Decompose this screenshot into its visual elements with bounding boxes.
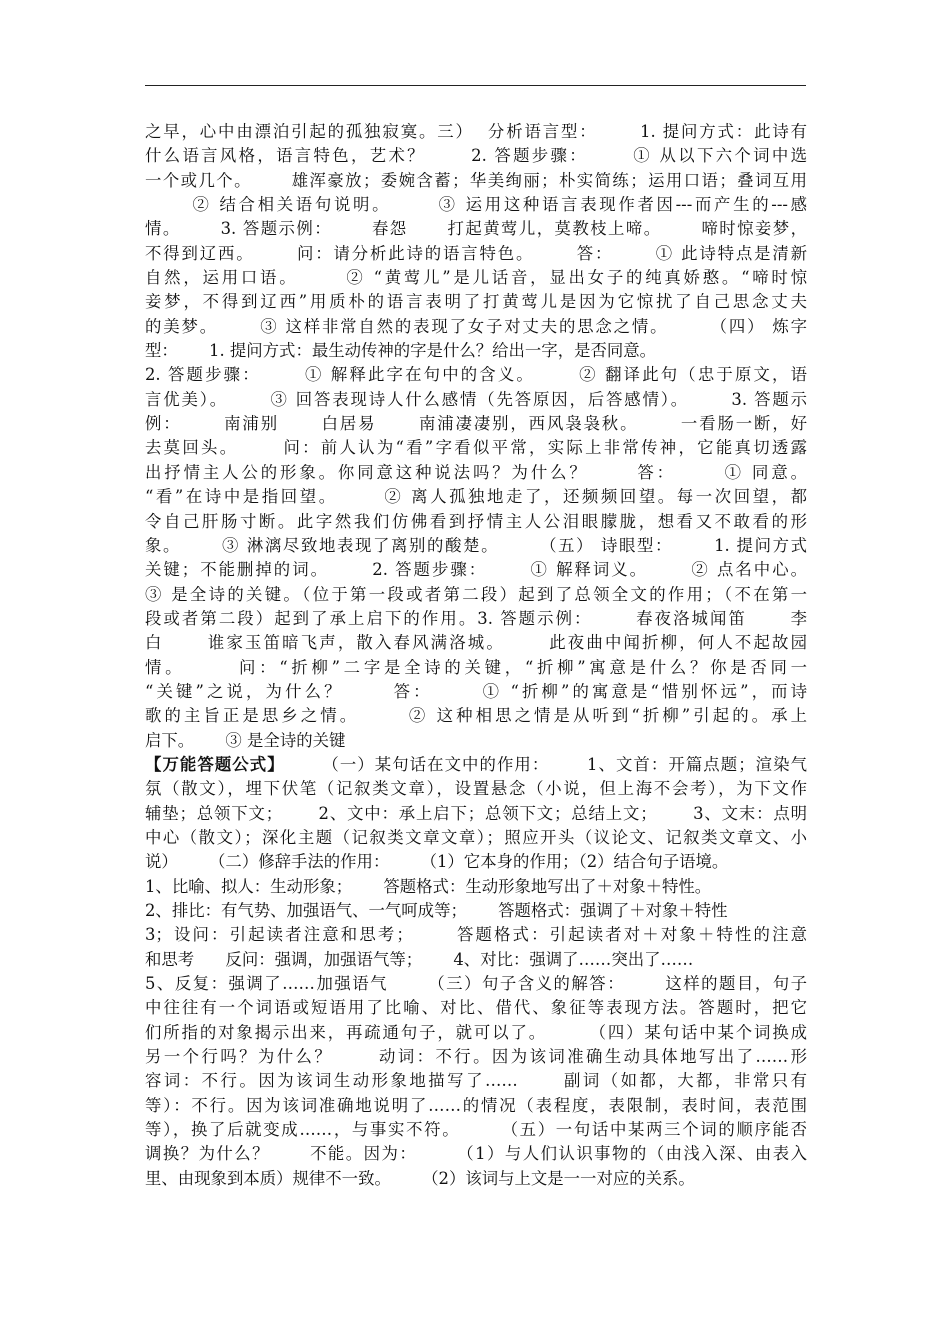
text-line: 们所指的对象揭示出来，再疏通句子，就可以了。 （四）某句话中某个词换成 — [145, 1022, 807, 1042]
text-line: 情。 3. 答题示例： 春怨 打起黄莺儿，莫教枝上啼。 啼时惊妾梦， — [145, 219, 807, 239]
text-line: 等）：不行。因为该词准确地说明了……的情况（表程度，表限制，表时间，表范围 — [145, 1095, 807, 1115]
text-line: 歌的主旨正是思乡之情。 ② 这种相思之情是从听到“折柳”引起的。承上 — [145, 706, 807, 726]
text-line: 自然，运用口语。 ② “黄莺儿”是儿话音，显出女子的纯真娇憨。“啼时惊 — [145, 268, 807, 288]
text-line: 3；设问：引起读者注意和思考； 答题格式：引起读者对＋对象＋特性的注意 — [145, 925, 807, 945]
text-line: 言优美）。 ③ 回答表现诗人什么感情（先答原因，后答感情）。 3. 答题示 — [145, 389, 807, 409]
text-line: 妾梦，不得到辽西”用质朴的语言表明了打黄莺儿是因为它惊扰了自己思念丈夫 — [145, 292, 807, 312]
text-line: 的美梦。 ③ 这样非常自然的表现了女子对丈夫的思念之情。 （四） 炼字 — [145, 316, 807, 336]
text-line: 白 谁家玉笛暗飞声，散入春风满洛城。 此夜曲中闻折柳，何人不起故园 — [145, 633, 807, 653]
text-line: ② 结合相关语句说明。 ③ 运用这种语言表现作者因---而产生的---感 — [145, 195, 807, 215]
text-line: 5、反复：强调了……加强语气 （三）句子含义的解答： 这样的题目，句子 — [145, 974, 807, 994]
text-line: 不得到辽西。 问：请分析此诗的语言特色。 答： ① 此诗特点是清新 — [145, 243, 807, 263]
text-line: 2. 答题步骤： ① 解释此字在句中的含义。 ② 翻译此句（忠于原文，语 — [145, 365, 807, 385]
text-line: 2、排比：有气势、加强语气、一气呵成等； 答题格式：强调了＋对象＋特性 — [145, 901, 728, 920]
text-line: 去莫回头。 问：前人认为“看”字看似平常，实际上非常传神，它能真切透露 — [145, 438, 807, 458]
text-line: “看”在诗中是指回望。 ② 离人孤独地走了，还频频回望。每一次回望，都 — [145, 487, 807, 507]
text-line: 关键；不能删掉的词。 2. 答题步骤： ① 解释词义。 ② 点名中心。 — [145, 560, 807, 580]
text-line: ③ 是全诗的关键。（位于第一段或者第二段）起到了总领全文的作用；（不在第一 — [145, 584, 807, 604]
text-line: 之早，心中由漂泊引起的孤独寂寞。三） 分析语言型： 1. 提问方式：此诗有 — [145, 122, 807, 141]
text-line: 象。 ③ 淋漓尽致地表现了离别的酸楚。 （五） 诗眼型： 1. 提问方式 — [145, 535, 807, 555]
text-line: 容词：不行。因为该词生动形象地描写了…… 副词（如都，大都，非常只有 — [145, 1071, 807, 1091]
text-line: 一个或几个。 雄浑豪放；委婉含蓄；华美绚丽；朴实简练；运用口语；叠词互用 — [145, 170, 807, 190]
text-line: 什么语言风格，语言特色，艺术？ 2. 答题步骤： ① 从以下六个词中选 — [145, 146, 807, 166]
text-line: 启下。 ③ 是全诗的关键 — [145, 730, 346, 750]
text-line: 中往往有一个词语或短语用了比喻、对比、借代、象征等表现方法。答题时，把它 — [145, 998, 807, 1018]
text-line: “关键”之说，为什么？ 答： ① “折柳”的寓意是“惜别怀远”，而诗 — [145, 681, 807, 701]
section-heading: 【万能答题公式】 — [145, 754, 285, 774]
text-line: 情。 问：“折柳”二字是全诗的关键，“折柳”寓意是什么？你是否同一 — [145, 657, 807, 677]
text-line: 中心（散文）；深化主题（记叙类文章文章）；照应开头（议论文、记叙类文章文、小 — [145, 827, 807, 847]
section-heading-line: 【万能答题公式】 （一）某句话在文中的作用： 1、文首：开篇点题；渲染气 — [145, 754, 807, 774]
text-line: 里、由现象到本质）规律不一致。 （2）该词与上文是一一对应的关系。 — [145, 1168, 695, 1188]
text-line: 辅垫；总领下文； 2、文中：承上启下；总领下文；总结上文； 3、文末：点明 — [145, 803, 807, 823]
text-line: 调换？为什么？ 不能。因为： （1）与人们认识事物的（由浅入深、由表入 — [145, 1144, 807, 1164]
text-line: 例： 南浦别 白居易 南浦凄凄别，西风袅袅秋。 一看肠一断，好 — [145, 414, 807, 434]
document-body — [145, 120, 807, 1191]
text-line: 另一个行吗？为什么？ 动词：不行。因为该词准确生动具体地写出了……形 — [145, 1047, 807, 1067]
text-line: 段或者第二段）起到了承上启下的作用。3. 答题示例： 春夜洛城闻笛 李 — [145, 608, 807, 628]
text-line: 等），换了后就变成……，与事实不符。 （五）一句话中某两三个词的顺序能否 — [145, 1120, 807, 1140]
text-line: 和思考 反问：强调，加强语气等； 4、对比：强调了……突出了…… — [145, 949, 694, 969]
text-line: 说） （二）修辞手法的作用： （1）它本身的作用；（2）结合句子语境。 — [145, 852, 729, 872]
text-line: 氛（散文），埋下伏笔（记叙类文章），设置悬念（小说，但上海不会考），为下文作 — [145, 779, 807, 799]
header-rule — [145, 85, 806, 86]
text-line: 型： 1. 提问方式：最生动传神的字是什么？给出一字，是否同意。 — [145, 341, 657, 361]
text-line: 1、比喻、拟人：生动形象； 答题格式：生动形象地写出了＋对象＋特性。 — [145, 876, 712, 896]
text-line: 令自己肝肠寸断。此字然我们仿佛看到抒情主人公泪眼朦胧，想看又不敢看的形 — [145, 511, 807, 531]
text-line: 出抒情主人公的形象。你同意这种说法吗？为什么？ 答： ① 同意。 — [145, 462, 807, 482]
